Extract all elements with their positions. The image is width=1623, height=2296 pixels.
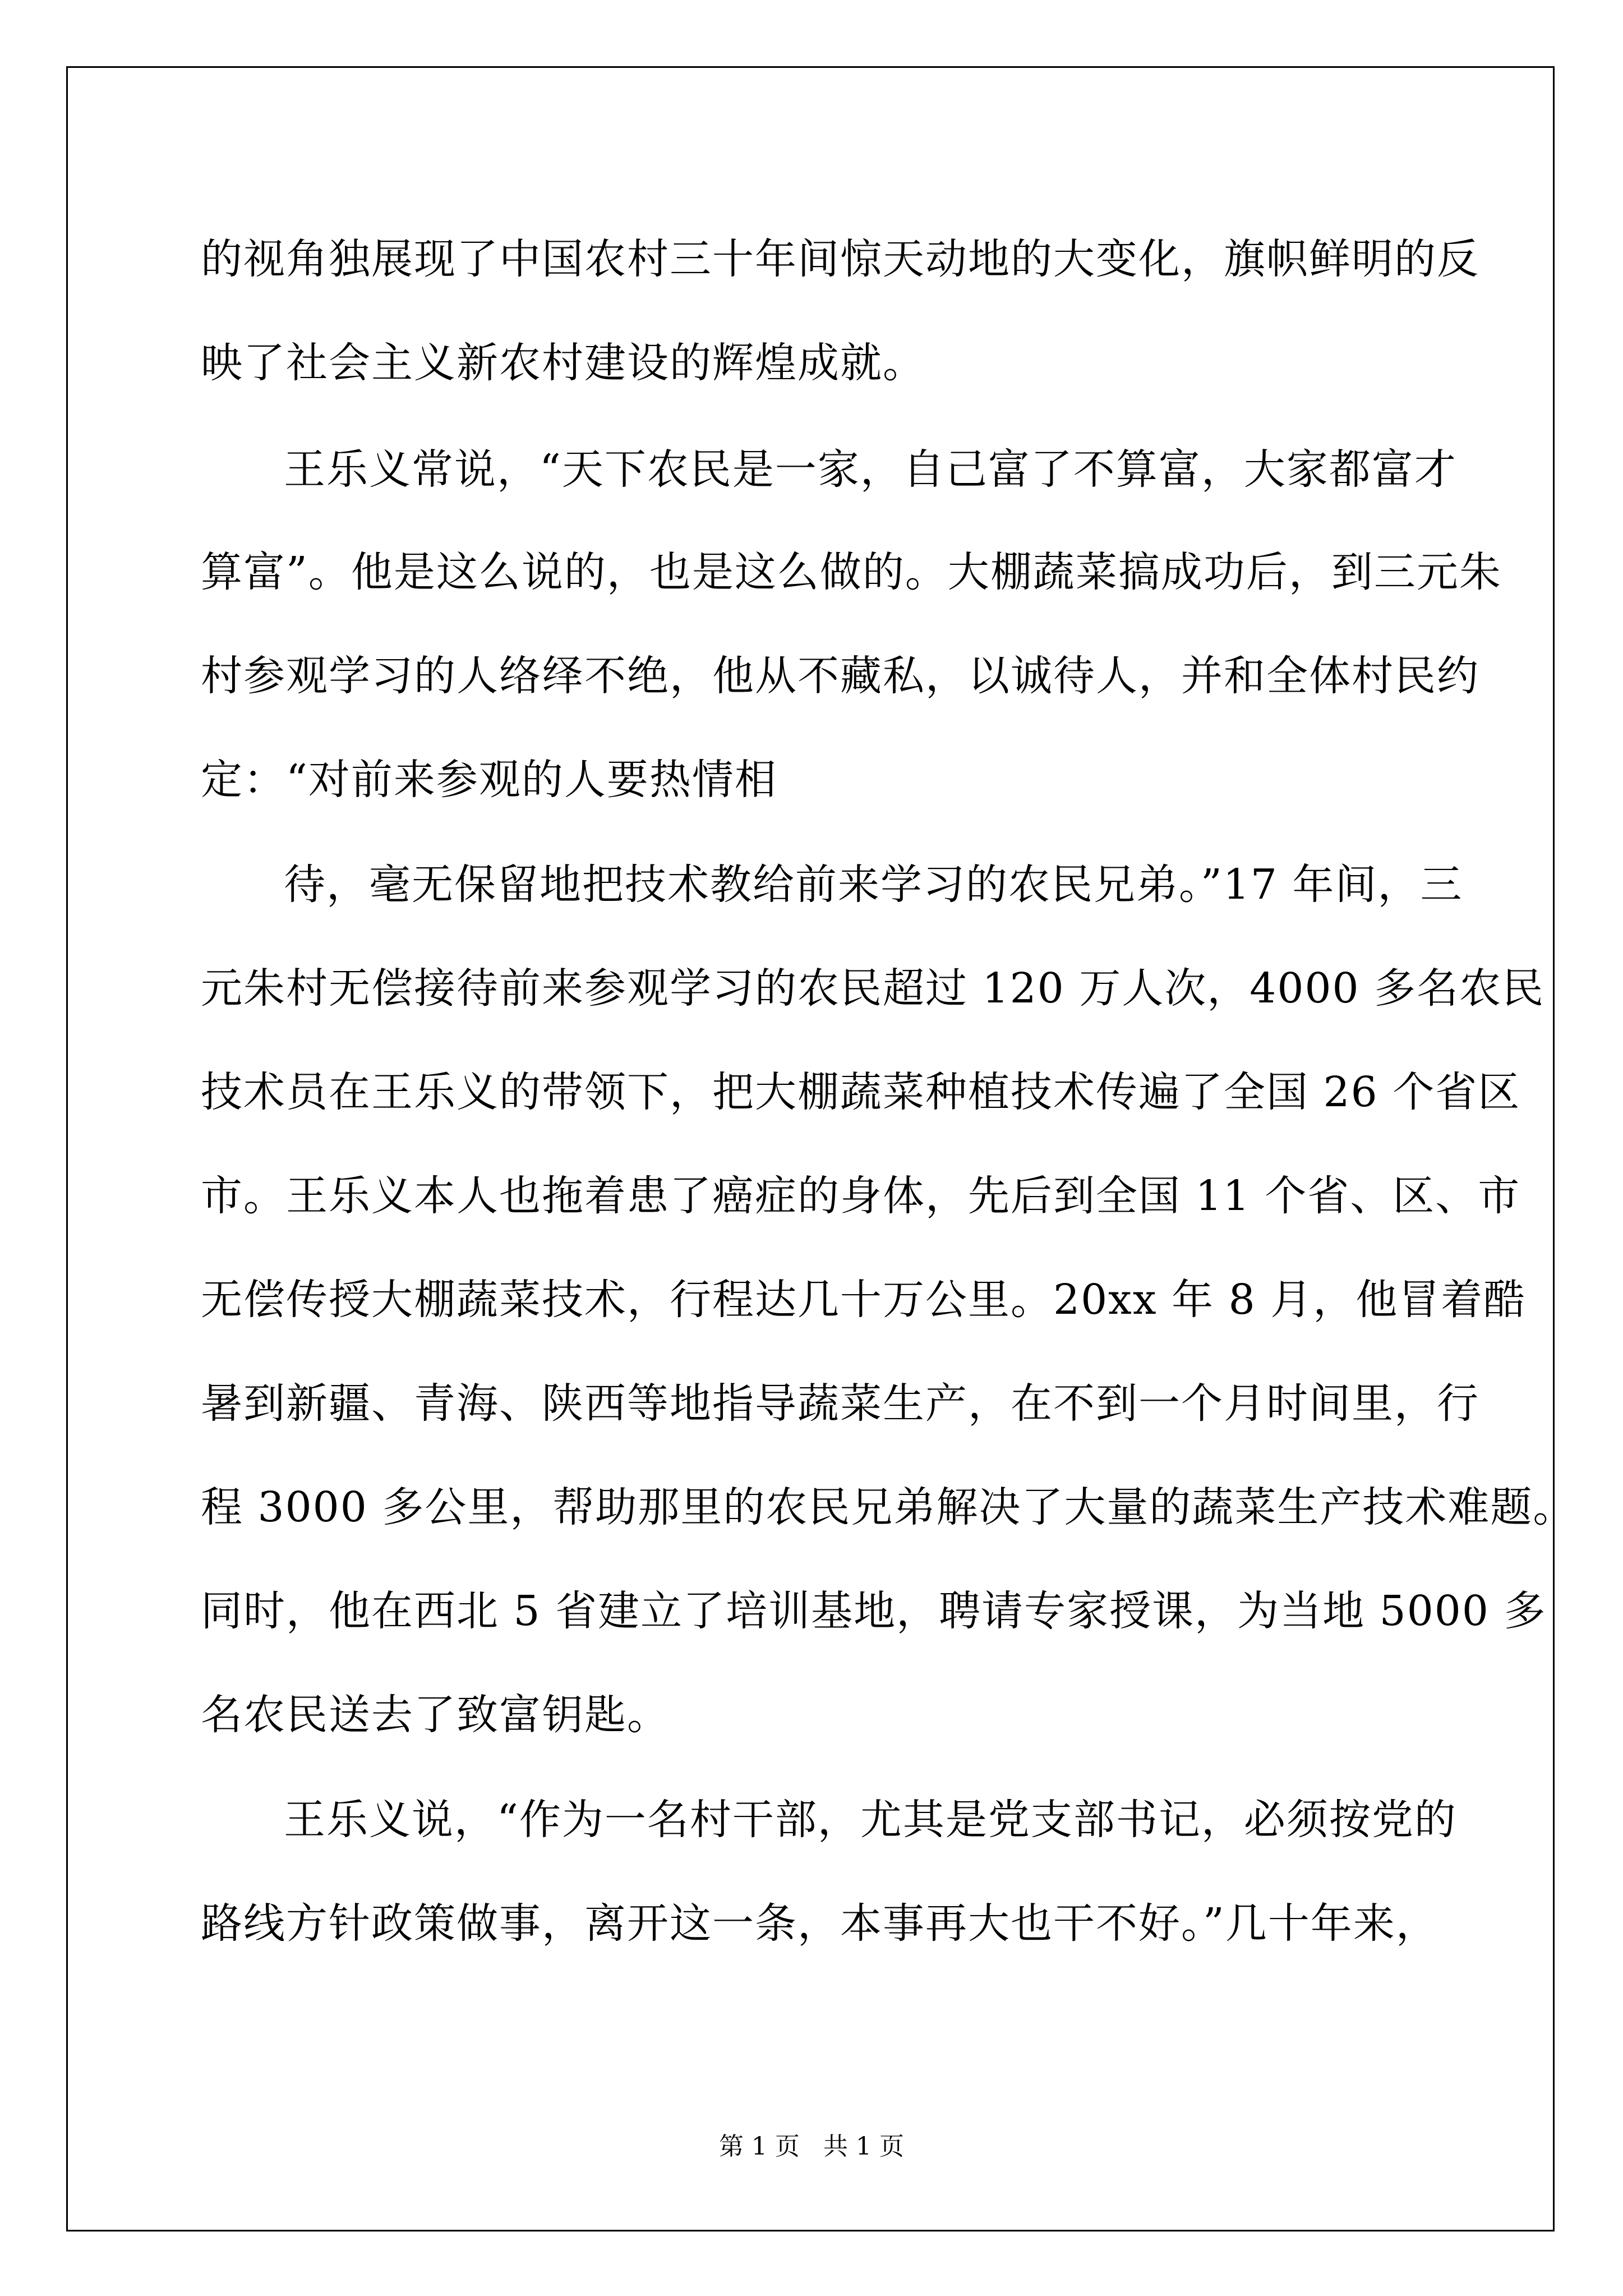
text-line: 的视角独展现了中国农村三十年间惊天动地的大变化，旗帜鲜明的反 [201, 235, 1479, 283]
text-line: 暑到新疆、青海、陕西等地指导蔬菜生产，在不到一个月时间里，行 [201, 1379, 1479, 1428]
text-line: 村参观学习的人络绎不绝，他从不藏私，以诚待人，并和全体村民约 [201, 652, 1479, 700]
page-number-footer: 第 1 页 共 1 页 [719, 2132, 904, 2161]
text-line: 市。王乐义本人也拖着患了癌症的身体，先后到全国 11 个省、区、市 [201, 1172, 1521, 1220]
text-line: 无偿传授大棚蔬菜技术，行程达几十万公里。20xx 年 8 月，他冒着酷 [201, 1276, 1527, 1324]
text-line: 算富”。他是这么说的，也是这么做的。大棚蔬菜搞成功后，到三元朱 [201, 548, 1502, 596]
text-line: 名农民送去了致富钥匙。 [201, 1691, 670, 1739]
text-line: 王乐义说，“作为一名村干部，尤其是党支部书记，必须按党的 [284, 1796, 1457, 1844]
text-line: 待，毫无保留地把技术教给前来学习的农民兄弟。”17 年间，三 [284, 861, 1463, 909]
text-line: 程 3000 多公里，帮助那里的农民兄弟解决了大量的蔬菜生产技术难题。 [201, 1483, 1576, 1531]
text-line: 元朱村无偿接待前来参观学习的农民超过 120 万人次，4000 多名农民 [201, 964, 1545, 1013]
text-line: 王乐义常说，“天下农民是一家，自己富了不算富，大家都富才 [284, 445, 1457, 494]
text-line: 同时，他在西北 5 省建立了培训基地，聘请专家授课，为当地 5000 多 [201, 1587, 1547, 1635]
text-line: 映了社会主义新农村建设的辉煌成就。 [201, 339, 925, 387]
text-line: 路线方针政策做事，离开这一条，本事再大也干不好。”几十年来， [201, 1899, 1438, 1948]
text-line: 技术员在王乐义的带领下，把大棚蔬菜种植技术传遍了全国 26 个省区 [201, 1068, 1521, 1116]
text-line: 定：“对前来参观的人要热情相 [201, 756, 777, 804]
